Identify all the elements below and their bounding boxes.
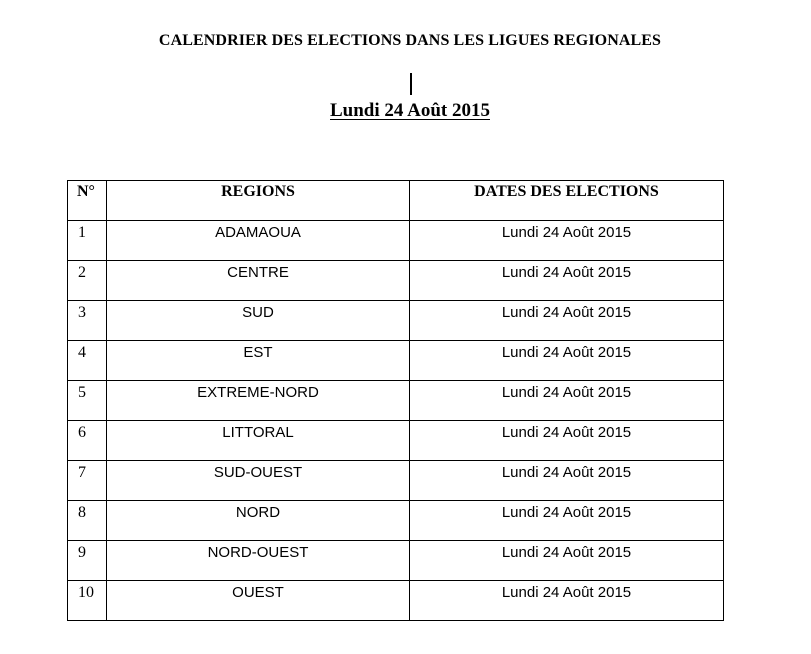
row-region: OUEST bbox=[107, 581, 410, 621]
row-date: Lundi 24 Août 2015 bbox=[410, 301, 724, 341]
elections-table bbox=[67, 180, 724, 621]
row-number: 6 bbox=[68, 421, 107, 461]
table-row bbox=[68, 581, 724, 621]
table-header-row bbox=[68, 181, 724, 221]
row-date: Lundi 24 Août 2015 bbox=[410, 221, 724, 261]
row-number: 3 bbox=[68, 301, 107, 341]
row-number: 2 bbox=[68, 261, 107, 301]
table-row bbox=[68, 261, 724, 301]
row-number: 4 bbox=[68, 341, 107, 381]
header-regions: REGIONS bbox=[107, 181, 410, 221]
row-date: Lundi 24 Août 2015 bbox=[410, 581, 724, 621]
table-row bbox=[68, 501, 724, 541]
row-date: Lundi 24 Août 2015 bbox=[410, 501, 724, 541]
row-region: LITTORAL bbox=[107, 421, 410, 461]
row-number: 8 bbox=[68, 501, 107, 541]
row-date: Lundi 24 Août 2015 bbox=[410, 381, 724, 421]
row-region: CENTRE bbox=[107, 261, 410, 301]
row-number: 1 bbox=[68, 221, 107, 261]
row-date: Lundi 24 Août 2015 bbox=[410, 421, 724, 461]
row-date: Lundi 24 Août 2015 bbox=[410, 461, 724, 501]
header-number: N° bbox=[68, 181, 107, 221]
text-cursor bbox=[410, 73, 412, 95]
row-region: NORD-OUEST bbox=[107, 541, 410, 581]
row-region: NORD bbox=[107, 501, 410, 541]
row-region: EST bbox=[107, 341, 410, 381]
header-dates: DATES DES ELECTIONS bbox=[410, 181, 724, 221]
row-number: 5 bbox=[68, 381, 107, 421]
table-row bbox=[68, 381, 724, 421]
table-row bbox=[68, 541, 724, 581]
row-date: Lundi 24 Août 2015 bbox=[410, 261, 724, 301]
row-number: 7 bbox=[68, 461, 107, 501]
row-region: SUD bbox=[107, 301, 410, 341]
row-number: 9 bbox=[68, 541, 107, 581]
table-row bbox=[68, 341, 724, 381]
row-date: Lundi 24 Août 2015 bbox=[410, 341, 724, 381]
row-region: ADAMAOUA bbox=[107, 221, 410, 261]
table-row bbox=[68, 221, 724, 261]
row-region: EXTREME-NORD bbox=[107, 381, 410, 421]
table-row bbox=[68, 421, 724, 461]
row-region: SUD-OUEST bbox=[107, 461, 410, 501]
table-row bbox=[68, 461, 724, 501]
document-title: CALENDRIER DES ELECTIONS DANS LES LIGUES REGIONALES bbox=[158, 32, 662, 49]
table-row bbox=[68, 301, 724, 341]
row-number: 10 bbox=[68, 581, 107, 621]
date-heading-text: Lundi 24 Août 2015 bbox=[330, 100, 490, 121]
row-date: Lundi 24 Août 2015 bbox=[410, 541, 724, 581]
date-heading bbox=[0, 100, 811, 122]
